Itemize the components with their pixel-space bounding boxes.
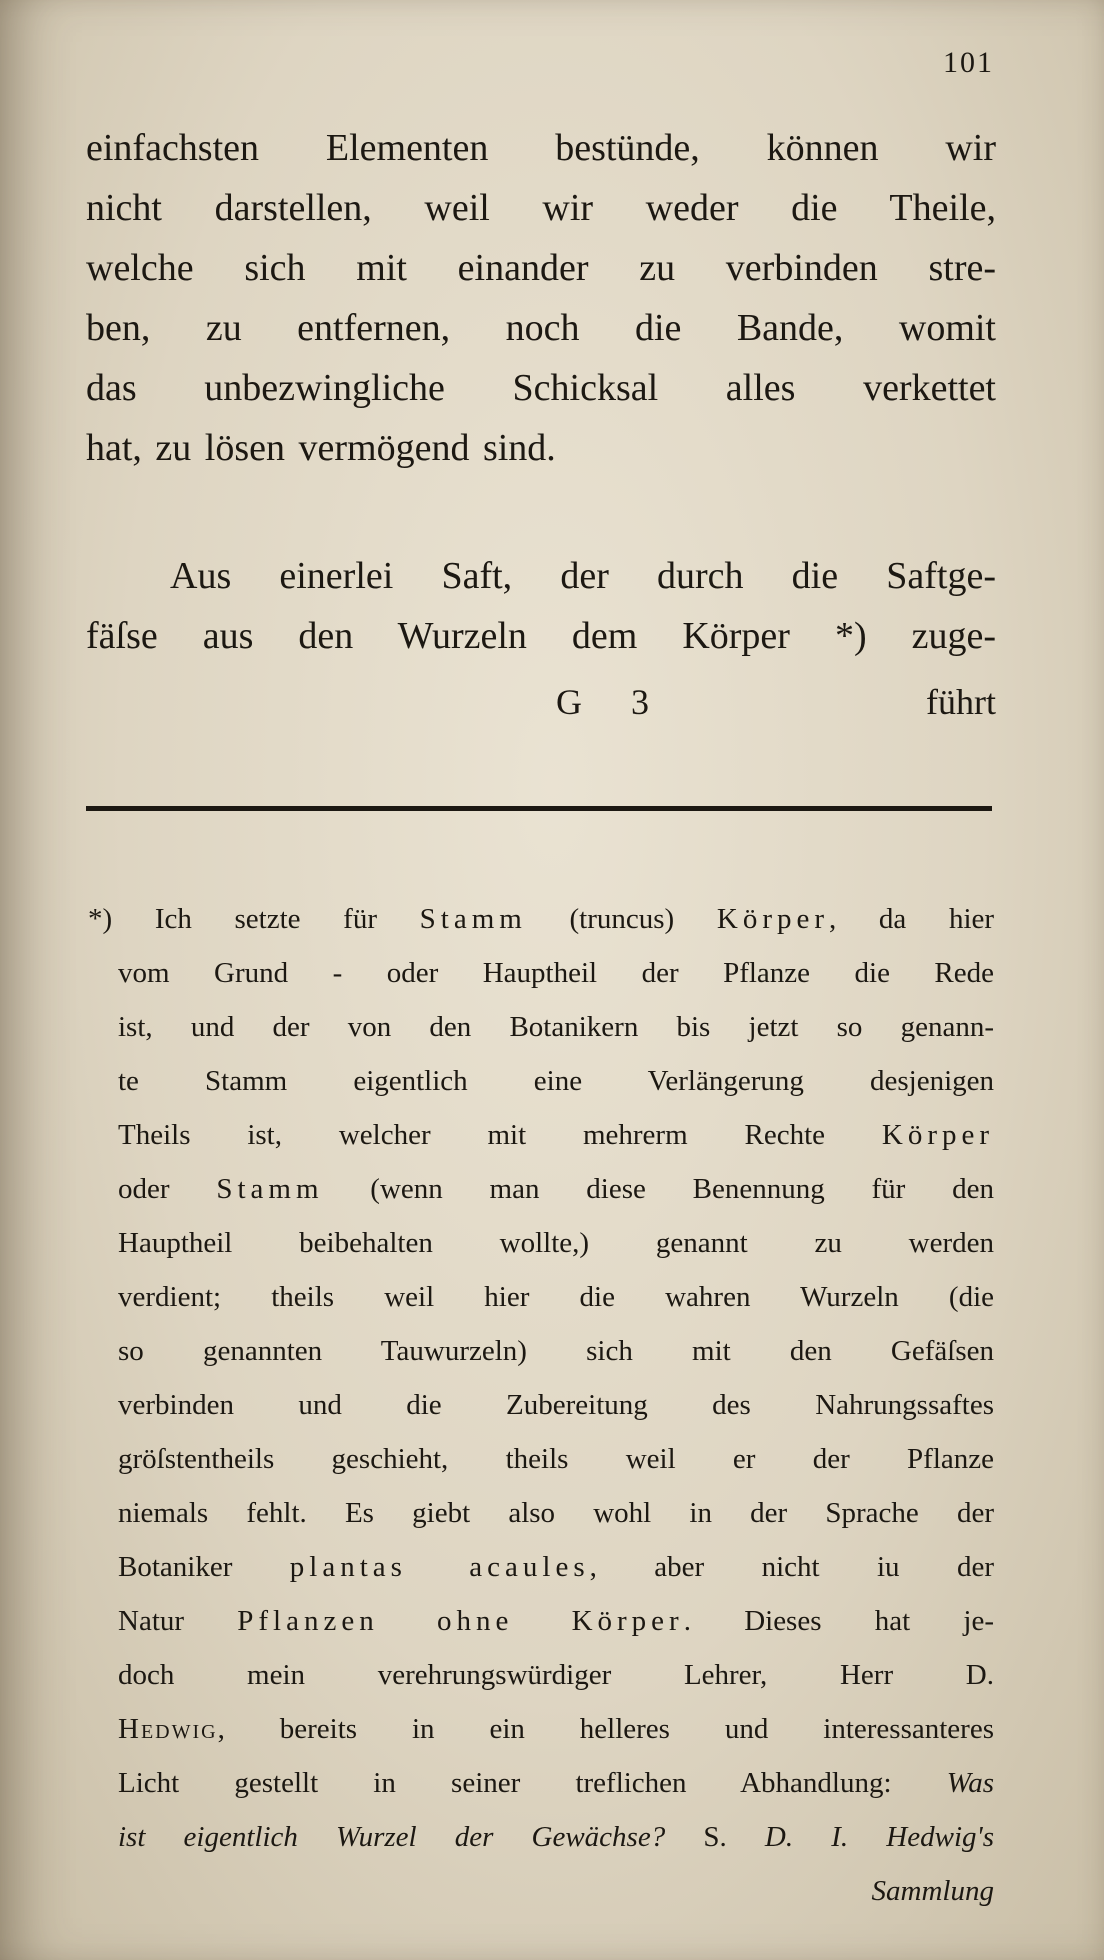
footnote-catchword: Sammlung [871,1875,994,1907]
spaced-term: Körper [881,1119,995,1151]
signature-mark: G 3 [556,682,669,722]
footnote-line [118,1702,994,1756]
italic-text: D. I. Hedwig's [764,1821,995,1853]
main-text [86,118,996,666]
footnote-text: , aber nicht iu der [589,1551,994,1583]
footnote-text: , bereits in ein helleres und interessanteres [217,1713,994,1745]
footnote-text: Natur [118,1605,185,1637]
footnote-line [118,1756,994,1810]
footnote-line: verbinden und die Zubereitung des Nahrungssaftes [118,1389,994,1421]
main-line: nicht darstellen, weil wir weder die Theile, [86,187,996,229]
spaced-term: plantas acaules [289,1551,590,1583]
footnote-text: (wenn man diese Benennung für den [370,1173,995,1205]
footnote-line: Hauptheil beibehalten wollte,) genannt zu werden [118,1227,994,1259]
main-line: ben, zu entfernen, noch die Bande, womit [86,307,996,349]
main-line: einfachsten Elementen bestünde, können wir [86,127,996,169]
footnote-line: niemals fehlt. Es giebt also wohl in der Sprache der [118,1497,994,1529]
italic-text: Was [946,1767,994,1799]
footnote-text: Licht gestellt in seiner treflichen Abhandlung: [118,1767,892,1799]
footnote-line [88,892,994,946]
paragraph-gap [86,478,996,546]
catchword: führt [926,682,996,722]
spaced-term: Pflanzen ohne Körper [237,1605,684,1637]
footnote-line [118,1810,994,1864]
footnote-line: verdient; theils weil hier die wahren Wurzeln (die [118,1281,994,1313]
footnote-line [118,1108,994,1162]
footnote-rule [86,806,992,811]
author-name: Hedwig [118,1713,218,1745]
spaced-term: Körper [716,903,830,935]
footnote-line: vom Grund - oder Hauptheil der Pflanze die Rede [118,957,994,989]
footnote-line: ist, und der von den Botanikern bis jetzt so genann- [118,1011,994,1043]
footnote-line: te Stamm eigentlich eine Verlängerung desjenigen [118,1065,994,1097]
footnote-text: (truncus) [569,903,675,935]
spaced-term: Stamm [216,1173,324,1205]
main-line: Aus einerlei Saft, der durch die Saftge- [170,555,996,597]
footnote-line: so genannten Tauwurzeln) sich mit den Gefäſsen [118,1335,994,1367]
footnote-line [118,1162,994,1216]
main-line: welche sich mit einander zu verbinden stre- [86,247,996,289]
main-line: hat, zu lösen vermögend sind. [86,427,556,469]
signature-row [86,672,996,732]
footnote-line [118,1540,994,1594]
footnote-text: S. [703,1821,727,1853]
footnote-text: , da hier [829,903,995,935]
footnote [88,892,995,1918]
page-number: 101 [943,46,994,79]
footnote-text: . Dieses hat je- [683,1605,994,1637]
footnote-text: oder [118,1173,170,1205]
footnote-text: Theils ist, welcher mit mehrerm Rechte [118,1119,826,1151]
main-line: das unbezwingliche Schicksal alles verkettet [86,367,996,409]
italic-text: ist eigentlich Wurzel der Gewächse? [118,1821,666,1853]
footnote-line: gröſstentheils geschieht, theils weil er der Pflanze [118,1443,994,1475]
main-line: fäſse aus den Wurzeln dem Körper *) zuge- [86,615,996,657]
footnote-line [118,1594,994,1648]
spaced-term: Stamm [419,903,527,935]
footnote-text: *) Ich setzte für [88,903,377,935]
footnote-text: Botaniker [118,1551,233,1583]
footnote-line: doch mein verehrungswürdiger Lehrer, Herr D. [118,1659,994,1691]
